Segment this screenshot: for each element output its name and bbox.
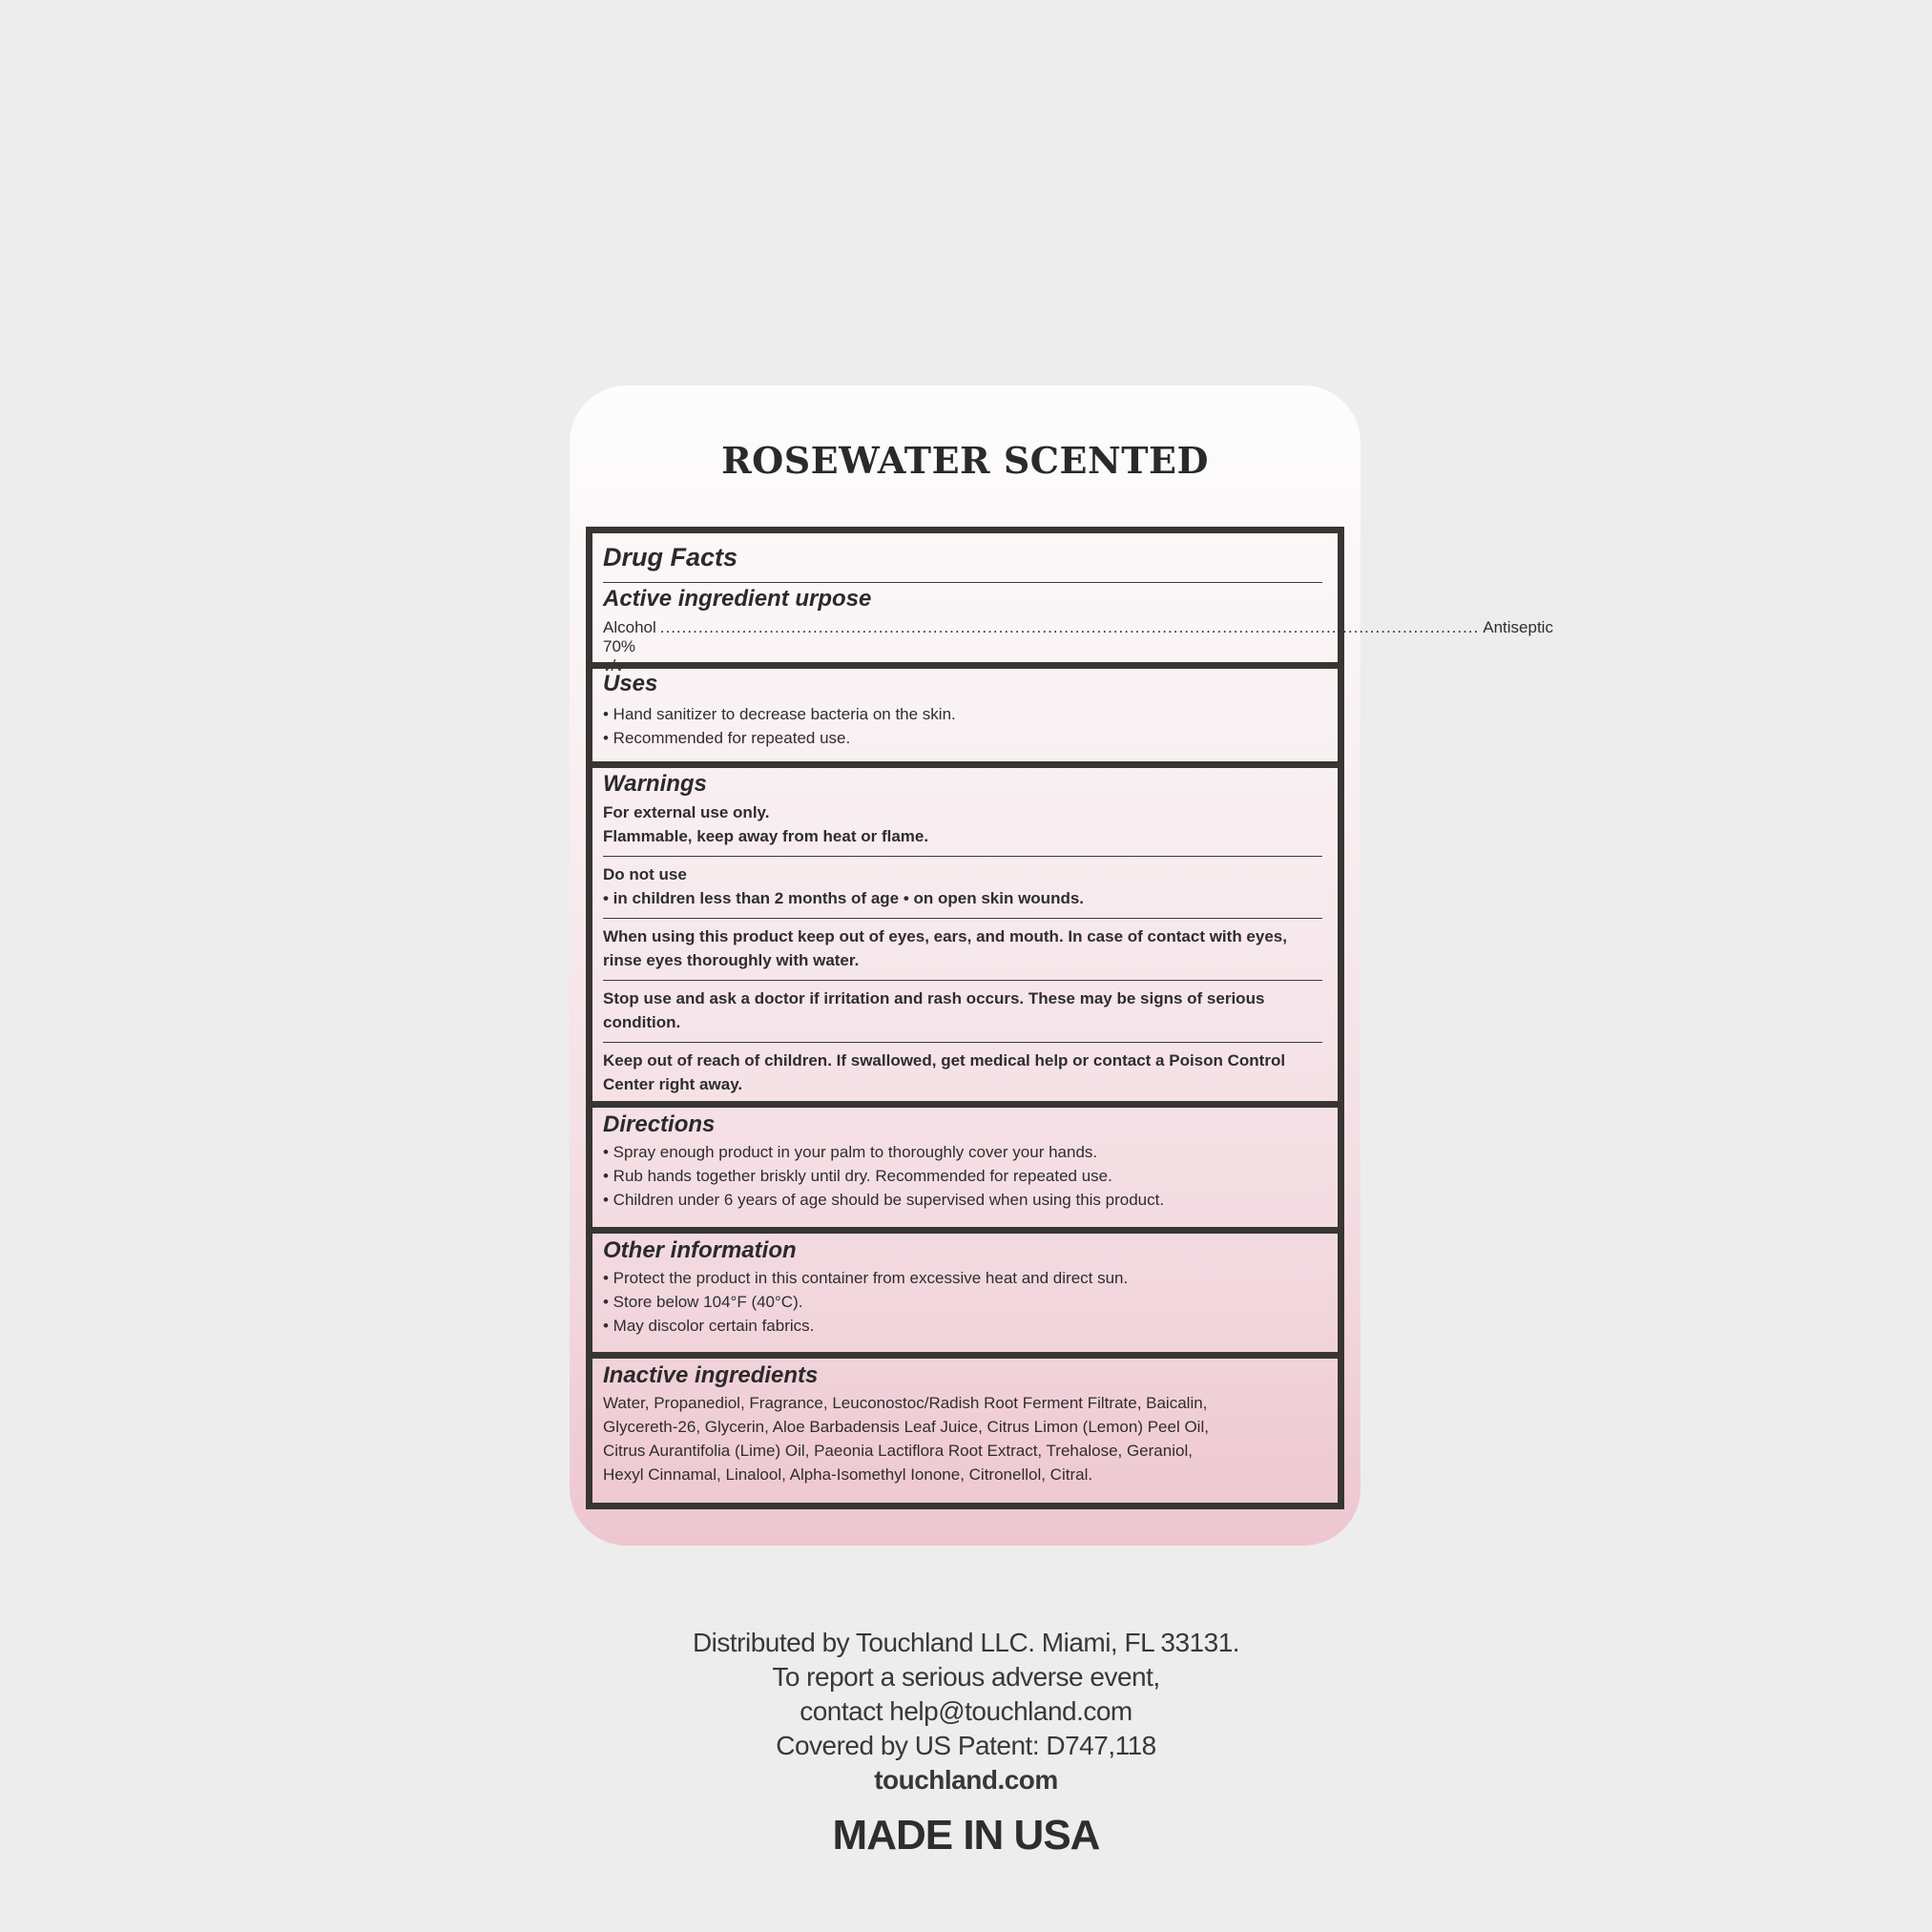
stop-use-text: Stop use and ask a doctor if irritation and rash occurs. These may be signs of serious condition. [603, 989, 1265, 1031]
stop-use-block [603, 980, 1322, 1034]
made-in-usa-text: MADE IN USA [832, 1812, 1100, 1859]
directions-item: • Children under 6 years of age should be supervised when using this product. [603, 1191, 1165, 1209]
contact-text: contact help@touchland.com [800, 1696, 1132, 1726]
scent-title: ROSEWATER SCENTED [721, 439, 1209, 482]
when-using-block [603, 918, 1322, 972]
other-information-section [592, 1227, 1338, 1352]
uses-item: • Recommended for repeated use. [603, 729, 851, 747]
uses-item: • Hand sanitizer to decrease bacteria on the skin. [603, 705, 956, 723]
other-information-item: • Protect the product in this container from excessive heat and direct sun. [603, 1269, 1129, 1287]
directions-item: • Spray enough product in your palm to thoroughly cover your hands. [603, 1143, 1098, 1161]
patent-text: Covered by US Patent: D747,118 [776, 1731, 1156, 1760]
report-text: To report a serious adverse event, [772, 1662, 1160, 1692]
inactive-ingredients-line: Hexyl Cinnamal, Linalool, Alpha-Isomethyl Ionone, Citronellol, Citral. [603, 1465, 1093, 1484]
uses-heading: Uses [603, 671, 658, 696]
label-card [570, 385, 1553, 1546]
other-information-item: • May discolor certain fabrics. [603, 1317, 815, 1335]
do-not-use-block [603, 856, 1322, 910]
warning-external-use: For external use only. [603, 803, 770, 821]
active-ingredient-name: Alcohol 70% v/v [603, 618, 656, 675]
distributed-by-text: Distributed by Touchland LLC. Miami, FL 33131. [692, 1628, 1240, 1657]
warnings-heading: Warnings [603, 771, 707, 797]
uses-section [592, 662, 1338, 761]
active-ingredient-section [592, 533, 1553, 675]
keep-out-text: Keep out of reach of children. If swallowed, get medical help or contact a Poison Control Center right away. [603, 1051, 1286, 1093]
inactive-ingredients-section [592, 1352, 1338, 1503]
warnings-section [592, 761, 1338, 1101]
keep-out-block [603, 1042, 1322, 1096]
drug-facts-title-row [603, 533, 1322, 583]
when-using-text: When using this product keep out of eyes, ears, and mouth. In case of contact with eyes, rinse eyes thoroughly with water. [603, 927, 1287, 969]
website-text: touchland.com [874, 1765, 1058, 1795]
drug-facts-panel [586, 527, 1553, 1509]
dot-leader: ...................................................................................................................................................... [659, 618, 1480, 636]
inactive-ingredients-line: Glycereth-26, Glycerin, Aloe Barbadensis Leaf Juice, Citrus Limon (Lemon) Peel Oil, [603, 1418, 1209, 1436]
directions-item: • Rub hands together briskly until dry. Recommended for repeated use. [603, 1167, 1112, 1185]
inactive-ingredients-line: Water, Propanediol, Fragrance, Leuconostoc/Radish Root Ferment Filtrate, Baicalin, [603, 1394, 1208, 1412]
do-not-use-items: • in children less than 2 months of age • on open skin wounds. [603, 889, 1085, 907]
directions-heading: Directions [603, 1111, 716, 1137]
inactive-ingredients-line: Citrus Aurantifolia (Lime) Oil, Paeonia Lactiflora Root Extract, Trehalose, Geraniol, [603, 1442, 1193, 1460]
warning-flammable: Flammable, keep away from heat or flame. [603, 827, 929, 845]
directions-section [592, 1101, 1338, 1227]
active-ingredient-heading: Active ingredient urpose [603, 586, 872, 612]
active-ingredient-purpose: Antiseptic [1483, 618, 1553, 636]
other-information-item: • Store below 104°F (40°C). [603, 1293, 803, 1311]
drug-facts-title: Drug Facts [603, 543, 738, 571]
do-not-use-title: Do not use [603, 865, 687, 883]
distributor-footer [0, 1626, 1932, 1860]
other-information-heading: Other information [603, 1237, 797, 1263]
inactive-ingredients-heading: Inactive ingredients [603, 1362, 819, 1388]
